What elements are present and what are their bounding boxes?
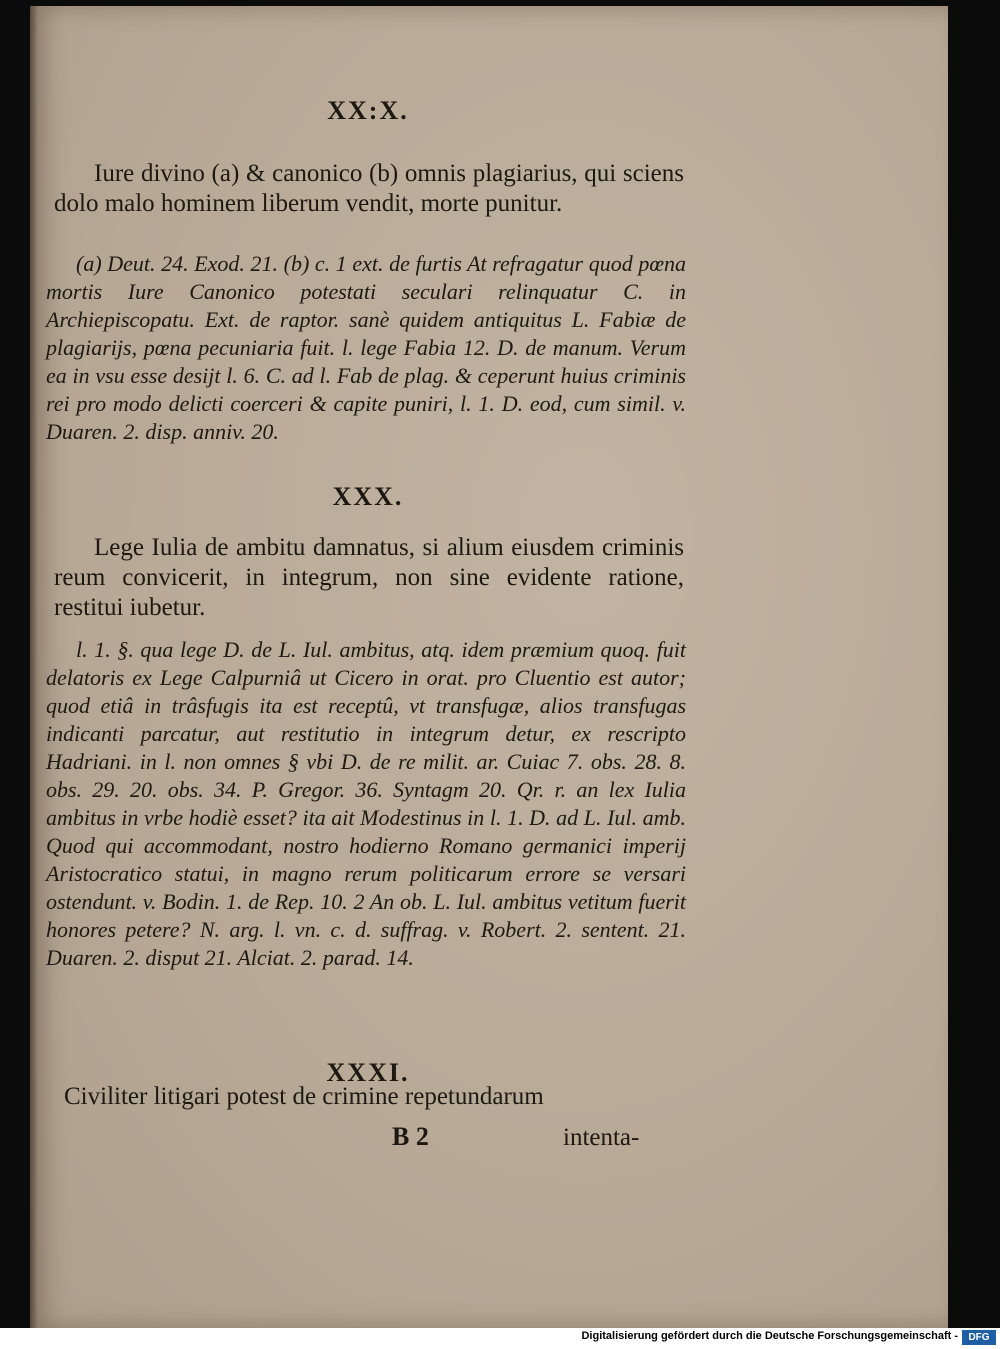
note-29 [46,250,686,446]
footer-bar [0,1328,1000,1349]
paragraph-29-text: Iure divino (a) & canonico (b) omnis plagiarius, qui sciens dolo malo hominem liberum vendit, morte punitur. [54,160,684,217]
note-30 [46,636,686,972]
catchword: intenta- [563,1124,640,1151]
paragraph-31-text: Civiliter litigari potest de crimine repetundarum [64,1083,544,1110]
page-gutter-shadow [30,6,38,1328]
paragraph-30 [54,533,684,623]
section-heading-29: XX:X. [327,96,409,125]
paragraph-30-text: Lege Iulia de ambitu damnatus, si alium eiusdem criminis reum convicerit, in integrum, non sine evidente ratione, restitui iubetur. [54,534,684,621]
dfg-logo-icon: DFG [962,1330,996,1345]
section-heading-30: XXX. [332,482,404,511]
paragraph-31 [54,1082,684,1112]
paragraph-29 [54,159,684,219]
signature-mark: B 2 [392,1122,429,1151]
note-29-text: (a) Deut. 24. Exod. 21. (b) c. 1 ext. de furtis At refragatur quod pœna mortis Iure Canonico potestati seculari relinquatur C. in Archiepiscopatu. Ext. de raptor. sanè quidem antiquitus L. Fabiæ de plagiarijs, pœna pecuniaria fuit. l. lege Fabia 12. D. de manum. Verum ea in vsu esse desijt l. 6. C. ad l. Fab de plag. & ceperunt huius criminis rei pro modo delicti coerceri & capite puniri, l. 1. D. eod, cum simil. v. Duaren. 2. disp. anniv. 20. [46,251,686,444]
note-30-text: l. 1. §. qua lege D. de L. Iul. ambitus, atq. idem præmium quoq. fuit delatoris ex Lege Calpurniâ ut Cicero in orat. pro Cluentio est autor; quod etiâ in trâsfugis ita est receptû, vt transfugæ, alios transfugas indicanti parcatur, aut restitutio in integrum detur, ex rescripto Hadriani. in l. non omnes § vbi D. de re milit. ar. Cuiac 7. obs. 28. 8. obs. 29. 20. obs. 34. P. Gregor. 36. Syntagm 20. Qr. r. an lex Iulia ambitus in vrbe hodiè esset? ita ait Modestinus in l. 1. D. ad L. Iul. amb. Quod qui accommodant, nostro hodierno Romano germanici imperij Aristocratico statui, in magno rerum politicarum errore se versari ostendunt. v. Bodin. 1. de Rep. 10. 2 An ob. L. Iul. ambitus vetitum fuerit honores petere? N. arg. l. vn. c. d. suffrag. v. Robert. 2. sentent. 21. Duaren. 2. disput 21. Alciat. 2. parad. 14. [46,637,686,970]
footer-credit: Digitalisierung gefördert durch die Deutsche Forschungsgemeinschaft - [581,1330,958,1342]
section-heading-31: XXXI. [326,1058,410,1087]
